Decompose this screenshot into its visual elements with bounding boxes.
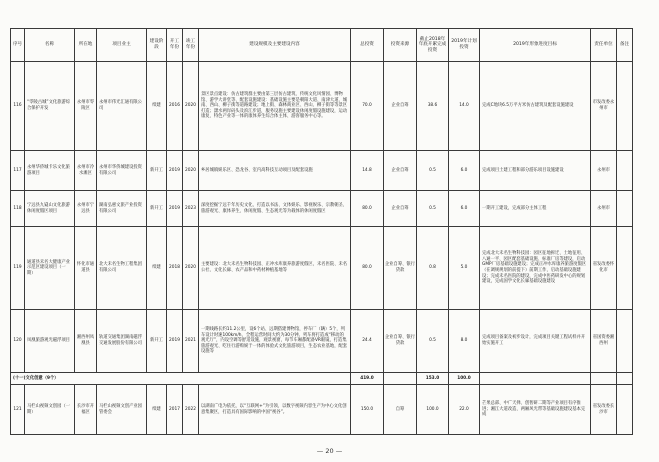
cell-content: 乡居城镇娱乐区、恐龙谷、室内高科技互动项目及配套设施 xyxy=(199,151,351,191)
cell-resp-unit: 省发改委怀化市 xyxy=(591,227,617,310)
cell-remark xyxy=(617,385,633,435)
cell-seq: 116 xyxy=(11,62,25,151)
header-owner: 项目业主 xyxy=(97,29,147,62)
cell-remark xyxy=(617,62,633,151)
cell-content: 主要建设：北大未名生物科技园、正冲水库康养旅游度假区，未名医院、未名公社、文化长廊、农产品和中药材种植基地等 xyxy=(199,227,351,310)
cell-source: 企业自筹 xyxy=(384,62,417,151)
cell-name: 马栏山视频文创园（一期） xyxy=(25,385,75,435)
cell-progress: 芒果总部、中广天择、创智研二期等产业项目有序推进；湘江大道改造、两厢风光带等基础设施建设基本完成 xyxy=(480,385,591,435)
cell-owner: 永州市华侨城建设投资有限公司 xyxy=(97,151,147,191)
cell-end-year: 2022 xyxy=(183,385,199,435)
cell-owner: 北大未名生物工程集团有限公司 xyxy=(97,227,147,310)
page-number: — 20 — xyxy=(316,447,343,455)
section-source xyxy=(384,373,417,385)
cell-source: 企业自筹、银行贷款 xyxy=(384,227,417,310)
cell-end-year: 2021 xyxy=(183,310,199,373)
cell-name: “零陵古城”文化旅游综合保护开发 xyxy=(25,62,75,151)
cell-stage: 新开工 xyxy=(147,191,167,227)
cell-end-year: 2020 xyxy=(183,227,199,310)
cell-end-year: 2020 xyxy=(183,62,199,151)
cell-total-invest: 80.0 xyxy=(351,191,384,227)
cell-total-invest: 14.8 xyxy=(351,151,384,191)
cell-location: 湘西州凤凰县 xyxy=(75,310,97,373)
cell-location: 永州市宁远县 xyxy=(75,191,97,227)
cell-owner: 永州市伟光汇通有限公司 xyxy=(97,62,147,151)
header-content: 建设规模及主要建设内容 xyxy=(199,29,351,62)
cell-plan-2019: 8.0 xyxy=(449,310,480,373)
cell-stage: 新开工 xyxy=(147,310,167,373)
cell-progress: 完成项目备案及初步设计，完成项目关键工程试样并开始实施开工 xyxy=(480,310,591,373)
cell-location: 长沙市开福区 xyxy=(75,385,97,435)
section-title: 文化创意（9个） xyxy=(25,375,59,381)
cell-seq: 119 xyxy=(11,227,25,310)
cell-resp-unit: 市发改委永州市 xyxy=(591,62,617,151)
cell-stage: 新开工 xyxy=(147,151,167,191)
cell-remark xyxy=(617,151,633,191)
cell-progress: 一期开工建设，完成部分主体工程 xyxy=(480,191,591,227)
cell-cum-invest: 0.5 xyxy=(417,151,449,191)
cell-stage: 续建 xyxy=(147,227,167,310)
cell-content: 景区景点建设：仿古建筑群主要由第三层仿古建筑、传统文化风情园、博物馆、游学大讲堂等、配套设施建设：基础设施主要是朝阳大道、南津大道、城南、西山、柳子街等道路建设；地上街、森林商业区、西山、柳子街等等景区打造；潇水两岸码头及滨江步道，服务设施主要建设休闲度假设施建设，运动康复、特色产业等一体的康体养生综合体主体、游客服务中心等。 xyxy=(199,62,351,151)
header-location: 所在地 xyxy=(75,29,97,62)
cell-owner: 马栏山视频文创产业园管委会 xyxy=(97,385,147,435)
section-seq: (十一) xyxy=(13,375,26,381)
cell-owner: 湖南弘惠文旅产业投资有限公司 xyxy=(97,191,147,227)
cell-seq: 121 xyxy=(11,385,25,435)
table-row xyxy=(11,62,633,151)
cell-total-invest: 70.0 xyxy=(351,62,384,151)
cell-source: 自筹 xyxy=(384,385,417,435)
cell-start-year: 2019 xyxy=(167,310,183,373)
header-resp-unit: 责任单位 xyxy=(591,29,617,62)
cell-source: 企业自筹 xyxy=(384,151,417,191)
cell-start-year: 2018 xyxy=(167,227,183,310)
table-row xyxy=(11,151,633,191)
cell-cum-invest: 100.0 xyxy=(417,385,449,435)
project-table xyxy=(10,28,633,435)
header-total-invest: 总投资 xyxy=(351,29,384,62)
section-remark xyxy=(617,373,633,385)
header-progress: 2019年形象进度目标 xyxy=(480,29,591,62)
header-plan-2019: 2019年计划投资 xyxy=(449,29,480,62)
cell-remark xyxy=(617,227,633,310)
cell-cum-invest: 0.5 xyxy=(417,191,449,227)
cell-total-invest: 80.0 xyxy=(351,227,384,310)
section-plan-2019: 100.0 xyxy=(449,373,480,385)
header-start-year: 开工年份 xyxy=(167,29,183,62)
cell-seq: 118 xyxy=(11,191,25,227)
section-total-invest: 419.0 xyxy=(351,373,384,385)
cell-start-year: 2017 xyxy=(167,385,183,435)
cell-cum-invest: 38.6 xyxy=(417,62,449,151)
cell-plan-2019: 5.0 xyxy=(449,227,480,310)
section-cum-invest: 153.0 xyxy=(417,373,449,385)
cell-content: 一期线路长约11.2公里，设6个站、远期搭建博物馆，停车厂（辆）5个，列车设计时速100km/h，全程运营时间大约为30分钟。列车将打造成“移动的观光厅”，内设空调等舒适设施，观景视窗，每节车厢都配备VR眼镜，打造集旅游观光、吃住行游购娱于一体的体验式文化旅游项目，生态农业基地，配套设施等 xyxy=(199,310,351,373)
cell-start-year: 2019 xyxy=(167,191,183,227)
cell-progress: 完成北大未名生物科技园：园区征地拆迁、土地征用、八通一平、园区配套基础设施、标准厂房等建设，启动GMP厂房基础设施建设；完成正冲水库康养旅游度假区（在调规规划的前提下）前期工作，启动基础设施建设；完成未名医院的建设，完成中医药研发中心的规划建设，完成国学文化长廊基础设施建设 xyxy=(480,227,591,310)
cell-owner: 轨道交通集团湖南磁浮交通发展股份有限公司 xyxy=(97,310,147,373)
cell-progress: 完成C地块6.5万平方米仿古建筑及配套设施建设 xyxy=(480,62,591,151)
table-row xyxy=(11,310,633,373)
cell-plan-2019: 22.0 xyxy=(449,385,480,435)
cell-plan-2019: 14.0 xyxy=(449,62,480,151)
table-header-row xyxy=(11,29,633,62)
cell-total-invest: 24.4 xyxy=(351,310,384,373)
cell-stage: 续建 xyxy=(147,62,167,151)
cell-end-year: 2023 xyxy=(183,191,199,227)
cell-name: 凤凰旅游观光磁浮项目 xyxy=(25,310,75,373)
cell-resp-unit: 永州市 xyxy=(591,191,617,227)
cell-plan-2019: 6.0 xyxy=(449,151,480,191)
cell-remark xyxy=(617,310,633,373)
cell-location: 永州市零陵区 xyxy=(75,62,97,151)
header-seq: 序号 xyxy=(11,29,25,62)
header-name: 名称 xyxy=(25,29,75,62)
section-progress xyxy=(480,373,591,385)
header-end-year: 竣工年份 xyxy=(183,29,199,62)
cell-source: 企业自筹、银行贷款 xyxy=(384,310,417,373)
table-row xyxy=(11,191,633,227)
cell-cum-invest: 0.5 xyxy=(417,310,449,373)
cell-stage: 续建 xyxy=(147,385,167,435)
cell-start-year: 2019 xyxy=(167,151,183,191)
cell-source: 企业自筹 xyxy=(384,191,417,227)
cell-name: 宁远县九嶷山文化旅游休闲度假区项目 xyxy=(25,191,75,227)
cell-seq: 117 xyxy=(11,151,25,191)
cell-content: 深度挖掘宁远千年历史文化，打造以书法、文体娱乐、影视娱乐、宗教朝圣、旅游观光、康体养生、休闲度假、生态观光等为载体的休闲度假区 xyxy=(199,191,351,227)
cell-name: 永州华侨城卡乐文化旅游项目 xyxy=(25,151,75,191)
cell-location: 怀化市通道县 xyxy=(75,227,97,310)
cell-seq: 120 xyxy=(11,310,25,373)
header-remark: 备注 xyxy=(617,29,633,62)
header-source: 投资来源 xyxy=(384,29,417,62)
header-cum-invest: 截止2018年年底开累完成投资 xyxy=(417,29,449,62)
section-label xyxy=(11,373,351,385)
table-row xyxy=(11,385,633,435)
cell-total-invest: 150.0 xyxy=(351,385,384,435)
cell-progress: 完成项目土建工程和部分游乐项目设施建设 xyxy=(480,151,591,191)
table-row xyxy=(11,227,633,310)
cell-start-year: 2016 xyxy=(167,62,183,151)
cell-location: 永州市冷水滩区 xyxy=(75,151,97,191)
cell-cum-invest: 0.8 xyxy=(417,227,449,310)
section-resp-unit xyxy=(591,373,617,385)
cell-resp-unit: 省国资委湘西州 xyxy=(591,310,617,373)
cell-resp-unit: 永州市 xyxy=(591,151,617,191)
cell-resp-unit: 省发改委长沙市 xyxy=(591,385,617,435)
cell-end-year: 2020 xyxy=(183,151,199,191)
section-row xyxy=(11,373,633,385)
header-stage: 建设阶段 xyxy=(147,29,167,62)
cell-name: 通道县未名大健康产业示范区建设项目（一期） xyxy=(25,227,75,310)
cell-remark xyxy=(617,191,633,227)
cell-plan-2019: 6.0 xyxy=(449,191,480,227)
cell-content: 以湖南广电为依托，以“互联网+”为引领，以数字视频内容生产为中心文化创意集聚区，打造具有国际影响的中国“视谷”。 xyxy=(199,385,351,435)
